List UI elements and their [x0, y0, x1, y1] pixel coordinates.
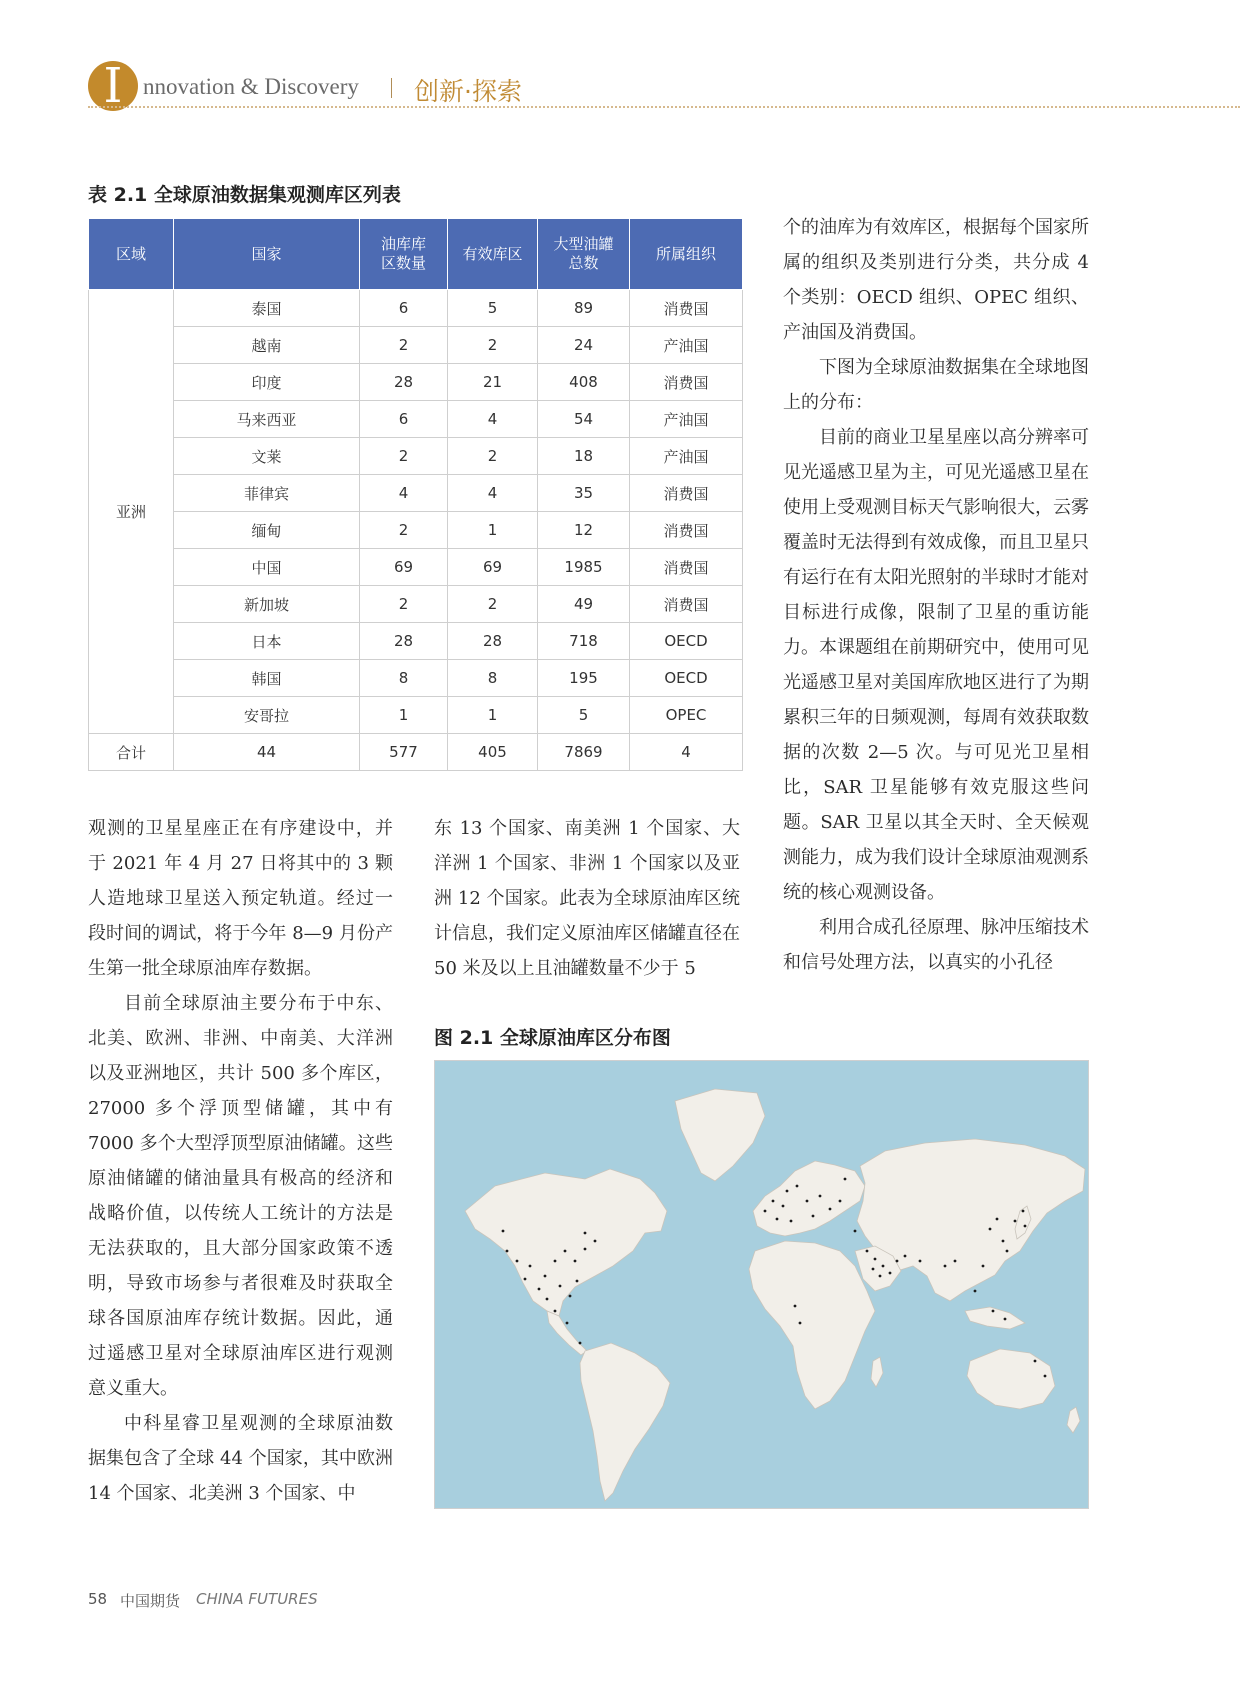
- table-row: [89, 327, 743, 364]
- depot-marker: [982, 1265, 985, 1268]
- depot-marker: [546, 1298, 549, 1301]
- depot-marker: [564, 1250, 567, 1253]
- header-chinese-title: 创新·探索: [414, 77, 522, 106]
- paragraph: 个的油库为有效库区，根据每个国家所属的组织及类别进行分类，共分成 4 个类别：OECD 组织、OPEC 组织、产油国及消费国。: [783, 217, 1089, 343]
- table-cell: 18: [538, 438, 630, 475]
- depot-marker: [776, 1218, 779, 1221]
- table-total-row: [89, 734, 743, 771]
- table-row: [89, 586, 743, 623]
- table-row: [89, 290, 743, 327]
- table-header-text: 大型油罐: [553, 235, 614, 253]
- magazine-name-en: CHINA FUTURES: [196, 1590, 318, 1608]
- table-cell: OECD: [630, 660, 743, 697]
- table-cell: 89: [538, 290, 630, 327]
- table-cell: 韩国: [174, 660, 360, 697]
- depot-marker: [584, 1248, 587, 1251]
- depot-marker: [954, 1260, 957, 1263]
- world-map: [434, 1060, 1089, 1509]
- table-cell: 2: [360, 586, 448, 623]
- table-cell: 12: [538, 512, 630, 549]
- table-cell: 消费国: [630, 512, 743, 549]
- depot-marker: [772, 1200, 775, 1203]
- depot-marker: [812, 1215, 815, 1218]
- table-cell: 49: [538, 586, 630, 623]
- table-row: [89, 401, 743, 438]
- table-cell: 69: [360, 549, 448, 586]
- depot-marker: [796, 1185, 799, 1188]
- paragraph: 观测的卫星星座正在有序建设中，并于 2021 年 4 月 27 日将其中的 3 颗人造地球卫星送入预定轨道。经过一段时间的调试，将于今年 8—9 月份产生第一批全球原油库存数据。: [88, 818, 393, 979]
- depot-marker: [559, 1285, 562, 1288]
- table-cell: 新加坡: [174, 586, 360, 623]
- table-cell: 408: [538, 364, 630, 401]
- depot-marker: [1044, 1375, 1047, 1378]
- table-cell: 2: [448, 327, 538, 364]
- depot-marker: [516, 1260, 519, 1263]
- depot-marker: [1004, 1318, 1007, 1321]
- depot-marker: [524, 1278, 527, 1281]
- table-header-row: [89, 219, 743, 290]
- paragraph: 利用合成孔径原理、脉冲压缩技术和信号处理方法，以真实的小孔径: [783, 917, 1089, 973]
- depot-marker: [529, 1265, 532, 1268]
- table-cell: 28: [360, 623, 448, 660]
- table-cell: 1985: [538, 549, 630, 586]
- paragraph: 目前的商业卫星星座以高分辨率可见光遥感卫星为主，可见光遥感卫星在使用上受观测目标天气影响很大，云雾覆盖时无法得到有效成像，而且卫星只有运行在有太阳光照射的半球时才能对目标进行成像，限制了卫星的重访能力。本课题组在前期研究中，使用可见光遥感卫星对美国库欣地区进行了为期累积三年的日频观测，每周有效获取数据的次数 2—5 次。与可见光卫星相比，SAR 卫星能够有效克服这些问题。SAR 卫星以其全天时、全天候观测能力，成为我们设计全球原油观测系统的核心观测设备。: [783, 427, 1089, 903]
- depot-marker: [854, 1230, 857, 1233]
- table-row: [89, 364, 743, 401]
- paragraph: 目前全球原油主要分布于中东、北美、欧洲、非洲、中南美、大洋洲以及亚洲地区，共计 500 多个库区，27000 多个浮顶型储罐，其中有 7000 多个大型浮顶型原油储罐。这些原油储罐的储油量具有极高的经济和战略价值，以传统人工统计的方法是无法获取的，且大部分国家政策不透明，导致市场参与者很难及时获取全球各国原油库存统计数据。因此，通过遥感卫星对全球原油库区进行观测意义重大。: [88, 993, 393, 1399]
- header-initial: I: [103, 58, 123, 114]
- depot-marker: [1002, 1240, 1005, 1243]
- table-cell: 中国: [174, 549, 360, 586]
- depot-marker: [889, 1272, 892, 1275]
- table-total-cell: 合计: [89, 734, 174, 771]
- table-header-text: 油库库: [380, 235, 426, 253]
- table-title: 表 2.1 全球原油数据集观测库区列表: [88, 184, 401, 206]
- header-separator: [391, 78, 392, 98]
- table-cell: 28: [360, 364, 448, 401]
- table-row: [89, 660, 743, 697]
- table-cell: 2: [360, 327, 448, 364]
- table-row: [89, 623, 743, 660]
- table-cell: 产油国: [630, 401, 743, 438]
- table-cell: 8: [448, 660, 538, 697]
- paragraph: 东 13 个国家、南美洲 1 个国家、大洋洲 1 个国家、非洲 1 个国家以及亚洲 12 个国家。此表为全球原油库区统计信息，我们定义原油库区储罐直径在 50 米及以上且油罐数量不少于 5: [434, 818, 740, 979]
- figure-title: 图 2.1 全球原油库区分布图: [434, 1027, 671, 1049]
- table-header-text: 区域: [115, 244, 146, 263]
- table-cell: 6: [360, 401, 448, 438]
- depot-marker: [569, 1295, 572, 1298]
- header-english-title: nnovation & Discovery: [143, 74, 359, 99]
- table-cell: 消费国: [630, 586, 743, 623]
- depot-marker: [782, 1205, 785, 1208]
- page-number: 58: [88, 1590, 108, 1608]
- table-cell: 消费国: [630, 475, 743, 512]
- depot-marker: [799, 1322, 802, 1325]
- table-cell: 8: [360, 660, 448, 697]
- depot-marker: [996, 1218, 999, 1221]
- depot-marker: [829, 1208, 832, 1211]
- table-header-cell: [448, 219, 538, 290]
- depot-marker: [1034, 1360, 1037, 1363]
- table-total-cell: 4: [630, 734, 743, 771]
- table-header-text: 有效库区: [462, 244, 523, 263]
- table-row: [89, 697, 743, 734]
- depot-marker: [554, 1260, 557, 1263]
- table-row: [89, 475, 743, 512]
- table-cell: 消费国: [630, 364, 743, 401]
- table-cell: 1: [360, 697, 448, 734]
- depot-marker: [819, 1195, 822, 1198]
- table-cell: 5: [448, 290, 538, 327]
- table-cell: 安哥拉: [174, 697, 360, 734]
- table-cell: 28: [448, 623, 538, 660]
- depot-marker: [554, 1310, 557, 1313]
- depot-marker: [584, 1232, 587, 1235]
- depot-marker: [544, 1275, 547, 1278]
- table-cell: 产油国: [630, 327, 743, 364]
- table-cell: 4: [448, 475, 538, 512]
- depot-marker: [904, 1255, 907, 1258]
- table-cell: 泰国: [174, 290, 360, 327]
- table-cell: 1: [448, 697, 538, 734]
- table-cell: 2: [448, 586, 538, 623]
- table-cell: 195: [538, 660, 630, 697]
- table-cell: 菲律宾: [174, 475, 360, 512]
- region-cell: 亚洲: [89, 290, 174, 734]
- table-cell: 2: [360, 512, 448, 549]
- depot-marker: [896, 1260, 899, 1263]
- table-cell: 缅甸: [174, 512, 360, 549]
- text-column-middle: [434, 811, 740, 986]
- table-header-cell: [538, 219, 630, 290]
- table-body: [89, 290, 743, 771]
- table-cell: 718: [538, 623, 630, 660]
- table-header-cell: [360, 219, 448, 290]
- table-cell: 54: [538, 401, 630, 438]
- depot-marker: [866, 1250, 869, 1253]
- depot-marker: [989, 1228, 992, 1231]
- paragraph: 下图为全球原油数据集在全球地图上的分布：: [783, 357, 1089, 413]
- table-total-cell: 7869: [538, 734, 630, 771]
- table-row: [89, 512, 743, 549]
- table-cell: OPEC: [630, 697, 743, 734]
- table-header-text: 所属组织: [655, 244, 716, 263]
- text-column-left: [88, 811, 393, 1511]
- depot-marker: [790, 1220, 793, 1223]
- paragraph: 中科星睿卫星观测的全球原油数据集包含了全球 44 个国家，其中欧洲 14 个国家、北美洲 3 个国家、中: [88, 1413, 393, 1504]
- depot-marker: [1006, 1250, 1009, 1253]
- table-cell: 24: [538, 327, 630, 364]
- table-cell: 马来西亚: [174, 401, 360, 438]
- table-header-text: 总数: [568, 254, 599, 272]
- depot-marker: [844, 1178, 847, 1181]
- depot-marker: [872, 1268, 875, 1271]
- table-cell: 2: [448, 438, 538, 475]
- depot-marker: [502, 1230, 505, 1233]
- table-cell: 印度: [174, 364, 360, 401]
- table-total-cell: 577: [360, 734, 448, 771]
- table-row: [89, 549, 743, 586]
- table-cell: 日本: [174, 623, 360, 660]
- table-cell: 消费国: [630, 549, 743, 586]
- table-header-cell: [630, 219, 743, 290]
- table-total-cell: 44: [174, 734, 360, 771]
- depot-marker: [919, 1260, 922, 1263]
- magazine-name-cn: 中国期货: [120, 1592, 181, 1610]
- depot-marker: [576, 1280, 579, 1283]
- depot-marker: [579, 1342, 582, 1345]
- depot-marker: [992, 1310, 995, 1313]
- depot-marker: [594, 1240, 597, 1243]
- table-cell: 1: [448, 512, 538, 549]
- depot-marker: [974, 1290, 977, 1293]
- table-cell: 4: [448, 401, 538, 438]
- table-header-text: 区数量: [380, 254, 426, 272]
- table-cell: 2: [360, 438, 448, 475]
- depot-marker: [1022, 1210, 1025, 1213]
- table-cell: 消费国: [630, 290, 743, 327]
- table-row: [89, 438, 743, 475]
- depot-marker: [538, 1288, 541, 1291]
- table-total-cell: 405: [448, 734, 538, 771]
- table-cell: 越南: [174, 327, 360, 364]
- table-cell: 产油国: [630, 438, 743, 475]
- table-header-cell: [174, 219, 360, 290]
- depot-marker: [874, 1258, 877, 1261]
- depot-marker: [506, 1250, 509, 1253]
- table-cell: 69: [448, 549, 538, 586]
- oil-depot-table: [88, 218, 743, 771]
- depot-marker: [764, 1210, 767, 1213]
- depot-marker: [574, 1260, 577, 1263]
- depot-marker: [879, 1275, 882, 1278]
- depot-marker: [786, 1190, 789, 1193]
- table-cell: 6: [360, 290, 448, 327]
- depot-marker: [1024, 1225, 1027, 1228]
- table-cell: 35: [538, 475, 630, 512]
- depot-marker: [839, 1200, 842, 1203]
- table-cell: 5: [538, 697, 630, 734]
- table-cell: OECD: [630, 623, 743, 660]
- table-cell: 文莱: [174, 438, 360, 475]
- depot-marker: [944, 1265, 947, 1268]
- table-cell: 21: [448, 364, 538, 401]
- table-header-cell: [89, 219, 174, 290]
- text-column-right: [783, 210, 1089, 980]
- depot-marker: [882, 1265, 885, 1268]
- table-cell: 4: [360, 475, 448, 512]
- header-dotted-rule: [88, 106, 1240, 108]
- table-header-text: 国家: [251, 244, 282, 263]
- world-map-svg: [435, 1061, 1088, 1508]
- depot-marker: [1014, 1220, 1017, 1223]
- depot-marker: [806, 1200, 809, 1203]
- depot-marker: [794, 1305, 797, 1308]
- depot-marker: [566, 1322, 569, 1325]
